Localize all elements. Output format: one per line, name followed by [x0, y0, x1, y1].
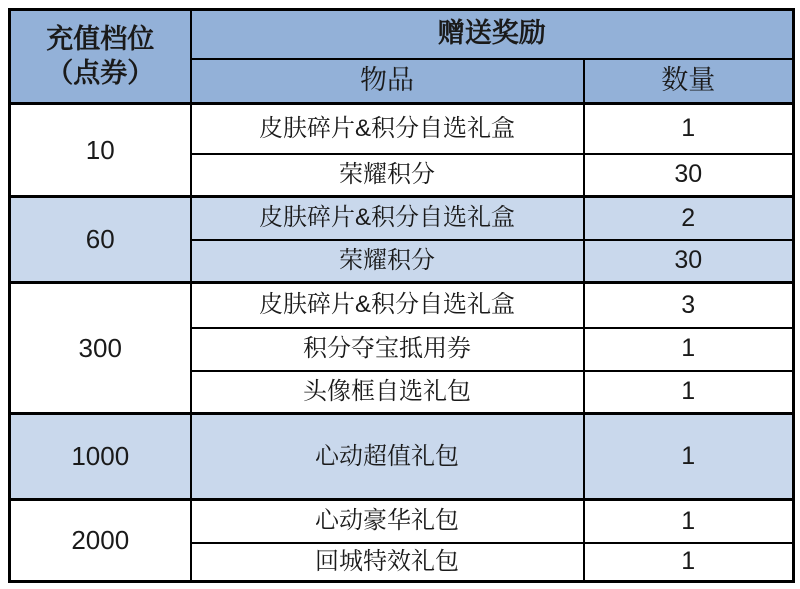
qty-cell: 1	[584, 104, 794, 154]
header-rewards: 赠送奖励	[191, 10, 794, 59]
item-cell: 头像框自选礼包	[191, 371, 584, 414]
qty-cell: 1	[584, 371, 794, 414]
qty-cell: 3	[584, 283, 794, 328]
item-cell: 心动超值礼包	[191, 414, 584, 500]
table-row	[10, 104, 794, 154]
qty-cell: 1	[584, 414, 794, 500]
qty-cell: 30	[584, 240, 794, 283]
tier-cell-10: 10	[10, 104, 191, 197]
header-recharge-tier-line1: 充值档位	[46, 23, 155, 54]
item-cell: 皮肤碎片&积分自选礼盒	[191, 283, 584, 328]
qty-cell: 1	[584, 543, 794, 582]
table-row	[10, 283, 794, 328]
table-row	[10, 197, 794, 240]
header-recharge-tier	[10, 10, 191, 104]
qty-cell: 30	[584, 154, 794, 197]
header-qty: 数量	[584, 59, 794, 104]
item-cell: 心动豪华礼包	[191, 500, 584, 543]
header-recharge-tier-line2: （点券）	[46, 57, 155, 88]
tier-cell-60: 60	[10, 197, 191, 283]
header-item: 物品	[191, 59, 584, 104]
item-cell: 皮肤碎片&积分自选礼盒	[191, 104, 584, 154]
tier-cell-1000: 1000	[10, 414, 191, 500]
item-cell: 积分夺宝抵用券	[191, 328, 584, 371]
recharge-rewards-table	[8, 8, 795, 583]
qty-cell: 1	[584, 328, 794, 371]
header-row-1	[10, 10, 794, 59]
tier-cell-2000: 2000	[10, 500, 191, 582]
item-cell: 荣耀积分	[191, 154, 584, 197]
item-cell: 皮肤碎片&积分自选礼盒	[191, 197, 584, 240]
tier-cell-300: 300	[10, 283, 191, 414]
qty-cell: 2	[584, 197, 794, 240]
qty-cell: 1	[584, 500, 794, 543]
item-cell: 荣耀积分	[191, 240, 584, 283]
table-row	[10, 414, 794, 500]
item-cell: 回城特效礼包	[191, 543, 584, 582]
table-row	[10, 500, 794, 543]
